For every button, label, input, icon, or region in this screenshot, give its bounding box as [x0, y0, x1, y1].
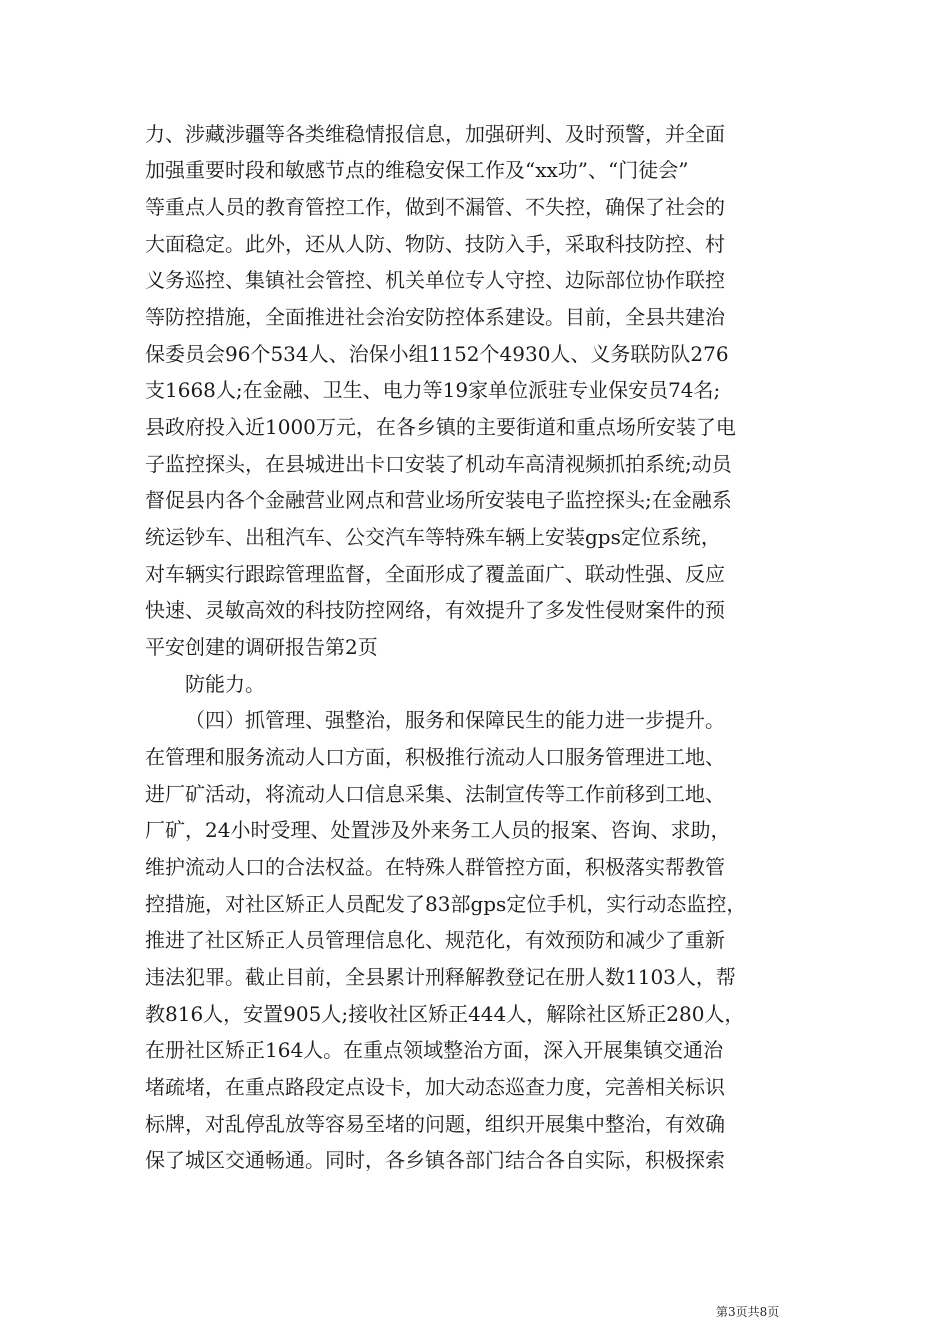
- text-line: 大面稳定。此外，还从人防、物防、技防入手，采取科技防控、村: [145, 232, 725, 256]
- text-line: 堵疏堵，在重点路段定点设卡，加大动态巡查力度，完善相关标识: [145, 1075, 725, 1099]
- text-line: 等重点人员的教育管控工作，做到不漏管、不失控，确保了社会的: [145, 195, 725, 219]
- text-line: 防能力。: [185, 672, 265, 696]
- page-footer: 第3页共8页: [716, 1305, 780, 1319]
- text-line: 保了城区交通畅通。同时，各乡镇各部门结合各自实际，积极探索: [145, 1148, 725, 1172]
- text-line: 在管理和服务流动人口方面，积极推行流动人口服务管理进工地、: [145, 745, 725, 769]
- text-line: 快速、灵敏高效的科技防控网络，有效提升了多发性侵财案件的预: [145, 598, 725, 622]
- text-line: 进厂矿活动，将流动人口信息采集、法制宣传等工作前移到工地、: [145, 782, 725, 806]
- text-line: 县政府投入近1000万元，在各乡镇的主要街道和重点场所安装了电: [145, 415, 736, 439]
- text-line: 保委员会96个534人、治保小组1152个4930人、义务联防队276: [145, 342, 729, 366]
- text-line: 义务巡控、集镇社会管控、机关单位专人守控、边际部位协作联控: [145, 268, 725, 292]
- text-line: 在册社区矫正164人。在重点领域整治方面，深入开展集镇交通治: [145, 1038, 724, 1062]
- page-break-header: 平安创建的调研报告第2页: [145, 635, 378, 659]
- text-line: 等防控措施，全面推进社会治安防控体系建设。目前，全县共建治: [145, 305, 725, 329]
- text-line: 厂矿，24小时受理、处置涉及外来务工人员的报案、咨询、求助，: [145, 818, 731, 842]
- text-line: 子监控探头，在县城进出卡口安装了机动车高清视频抓拍系统;动员: [145, 452, 732, 476]
- section-heading: （四）抓管理、强整治，服务和保障民生的能力进一步提升。: [185, 708, 725, 732]
- text-line: 教816人，安置905人;接收社区矫正444人，解除社区矫正280人，: [145, 1002, 745, 1026]
- text-line: 违法犯罪。截止目前，全县累计刑释解教登记在册人数1103人，帮: [145, 965, 736, 989]
- text-line: 推进了社区矫正人员管理信息化、规范化，有效预防和减少了重新: [145, 928, 725, 952]
- text-line: 标牌，对乱停乱放等容易至堵的问题，组织开展集中整治，有效确: [145, 1112, 725, 1136]
- text-line: 维护流动人口的合法权益。在特殊人群管控方面，积极落实帮教管: [145, 855, 725, 879]
- text-line: 对车辆实行跟踪管理监督，全面形成了覆盖面广、联动性强、反应: [145, 562, 725, 586]
- text-line: 支1668人;在金融、卫生、电力等19家单位派驻专业保安员74名;: [145, 378, 721, 402]
- text-line: 控措施，对社区矫正人员配发了83部gps定位手机，实行动态监控，: [145, 892, 747, 916]
- text-line: 加强重要时段和敏感节点的维稳安保工作及“xx功”、“门徒会”: [145, 158, 689, 182]
- text-line: 督促县内各个金融营业网点和营业场所安装电子监控探头;在金融系: [145, 488, 732, 512]
- text-line: 统运钞车、出租汽车、公交汽车等特殊车辆上安装gps定位系统，: [145, 525, 721, 549]
- text-line: 力、涉藏涉疆等各类维稳情报信息，加强研判、及时预警，并全面: [145, 122, 725, 146]
